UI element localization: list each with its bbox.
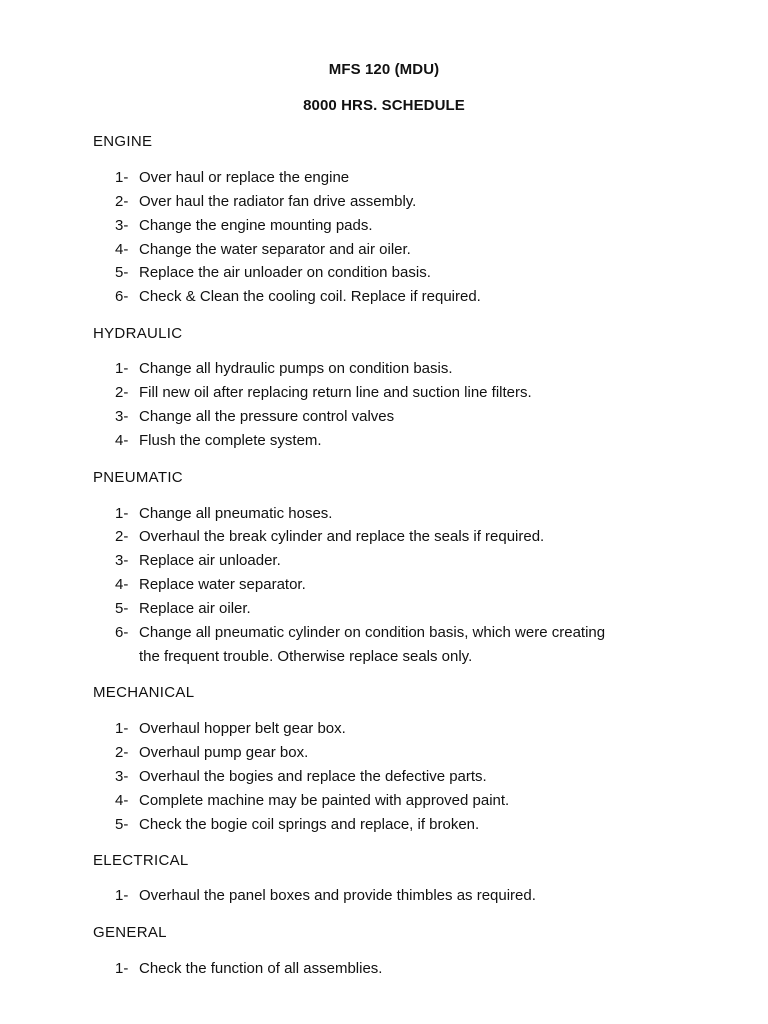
list-item xyxy=(115,525,544,549)
list-item xyxy=(115,166,349,190)
section-heading-mechanical: MECHANICAL xyxy=(93,684,195,701)
list-item xyxy=(115,238,411,262)
list-item xyxy=(115,597,251,621)
list-item xyxy=(115,429,322,453)
item-number: 5- xyxy=(115,600,129,617)
list-item xyxy=(115,261,431,285)
list-item xyxy=(115,285,481,309)
document-title: MFS 120 (MDU) xyxy=(328,61,440,78)
list-item xyxy=(115,741,308,765)
item-text: Overhaul the panel boxes and provide thimbles as required. xyxy=(139,887,536,904)
item-number: 3- xyxy=(115,408,129,425)
item-text: Change all the pressure control valves xyxy=(139,408,395,425)
item-number: 1- xyxy=(115,505,129,522)
item-number: 4- xyxy=(115,576,129,593)
item-number: 1- xyxy=(115,360,129,377)
list-item xyxy=(115,789,509,813)
item-text: Check the function of all assemblies. xyxy=(139,960,383,977)
list-item xyxy=(115,884,536,908)
item-number: 6- xyxy=(115,624,129,641)
section-heading-pneumatic: PNEUMATIC xyxy=(93,469,183,486)
item-text: Change all pneumatic cylinder on condition basis, which were creating xyxy=(139,624,606,641)
document-subtitle: 8000 HRS. SCHEDULE xyxy=(303,97,465,114)
item-text: Overhaul the break cylinder and replace the seals if required. xyxy=(139,528,545,545)
item-text: Change all hydraulic pumps on condition basis. xyxy=(139,360,453,377)
item-number: 2- xyxy=(115,384,129,401)
list-item xyxy=(115,621,605,669)
item-number: 5- xyxy=(115,816,129,833)
item-text: Overhaul pump gear box. xyxy=(139,744,309,761)
item-text: Over haul the radiator fan drive assembly. xyxy=(139,193,417,210)
item-text: Replace air unloader. xyxy=(139,552,281,569)
list-item xyxy=(115,549,281,573)
item-text: Change all pneumatic hoses. xyxy=(139,505,333,522)
item-number: 1- xyxy=(115,169,129,186)
item-number: 1- xyxy=(115,720,129,737)
item-text: Replace water separator. xyxy=(139,576,306,593)
list-item xyxy=(115,405,394,429)
item-number: 2- xyxy=(115,528,129,545)
item-number: 3- xyxy=(115,217,129,234)
item-text-continuation: the frequent trouble. Otherwise replace seals only. xyxy=(139,648,473,665)
section-heading-general: GENERAL xyxy=(93,924,167,941)
item-text: Flush the complete system. xyxy=(139,432,322,449)
item-text: Check the bogie coil springs and replace, if broken. xyxy=(139,816,480,833)
list-item xyxy=(115,357,453,381)
item-text: Fill new oil after replacing return line and suction line filters. xyxy=(139,384,532,401)
item-text: Replace air oiler. xyxy=(139,600,251,617)
item-number: 2- xyxy=(115,744,129,761)
list-item xyxy=(115,765,487,789)
item-text: Overhaul the bogies and replace the defective parts. xyxy=(139,768,487,785)
list-item xyxy=(115,190,416,214)
item-text: Over haul or replace the engine xyxy=(139,169,350,186)
list-item xyxy=(115,214,373,238)
section-heading-electrical: ELECTRICAL xyxy=(93,852,189,869)
item-text: Replace the air unloader on condition basis. xyxy=(139,264,431,281)
list-item xyxy=(115,381,532,405)
section-heading-hydraulic: HYDRAULIC xyxy=(93,325,183,342)
item-number: 1- xyxy=(115,887,129,904)
item-text: Change the engine mounting pads. xyxy=(139,217,373,234)
section-heading-engine: ENGINE xyxy=(93,133,153,150)
item-text: Check & Clean the cooling coil. Replace if required. xyxy=(139,288,481,305)
item-number: 4- xyxy=(115,432,129,449)
item-number: 1- xyxy=(115,960,129,977)
item-number: 4- xyxy=(115,241,129,258)
list-item xyxy=(115,957,382,981)
list-item xyxy=(115,813,479,837)
item-number: 3- xyxy=(115,768,129,785)
item-number: 2- xyxy=(115,193,129,210)
list-item xyxy=(115,502,332,526)
list-item xyxy=(115,717,346,741)
item-number: 4- xyxy=(115,792,129,809)
item-text: Complete machine may be painted with approved paint. xyxy=(139,792,510,809)
list-item xyxy=(115,573,306,597)
item-text: Change the water separator and air oiler. xyxy=(139,241,411,258)
item-number: 6- xyxy=(115,288,129,305)
item-number: 3- xyxy=(115,552,129,569)
item-text: Overhaul hopper belt gear box. xyxy=(139,720,346,737)
item-number: 5- xyxy=(115,264,129,281)
